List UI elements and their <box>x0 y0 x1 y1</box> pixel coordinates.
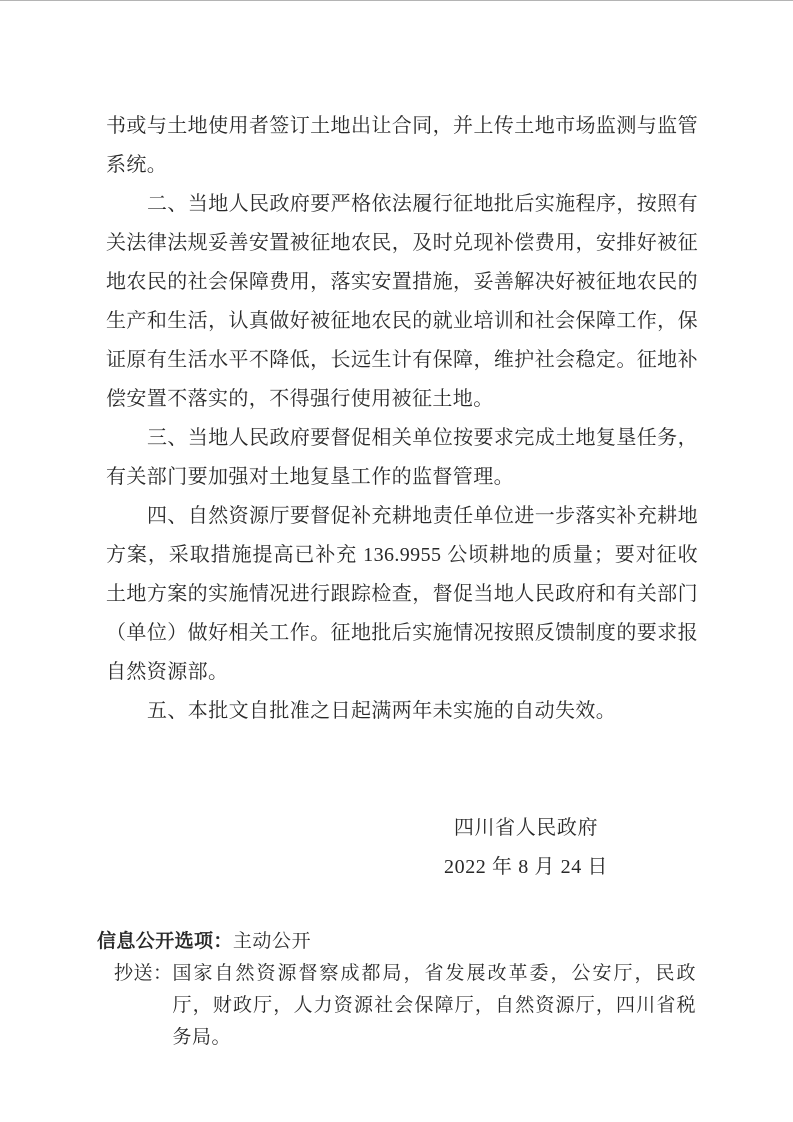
disclosure-value: 主动公开 <box>232 931 312 952</box>
disclosure-label: 信息公开选项： <box>97 931 233 952</box>
cc-label: 抄送： <box>114 963 173 984</box>
body-paragraph-item-5: 五、本批文自批准之日起满两年未实施的自动失效。 <box>147 700 617 722</box>
cc-line <box>114 958 696 1054</box>
signature-block <box>260 809 792 886</box>
scan-edge-line <box>0 0 793 1</box>
signature-issuer: 四川省人民政府 <box>453 817 599 839</box>
body-paragraph-continuation: 书或与土地使用者签订土地出让合同，并上传土地市场监测与监管系统。 <box>106 115 698 176</box>
document-body <box>106 107 698 731</box>
body-paragraph-item-3: 三、当地人民政府要督促相关单位按要求完成土地复垦任务，有关部门要加强对土地复垦工作的监督管理。 <box>106 427 698 488</box>
body-paragraph-item-4: 四、自然资源厅要督促补充耕地责任单位进一步落实补充耕地方案，采取措施提高已补充 136.9955 公顷耕地的质量；要对征收土地方案的实施情况进行跟踪检查，督促当地人民政府和有关部门（单位）做好相关工作。征地批后实施情况按照反馈制度的要求报自然资源部。 <box>106 505 698 683</box>
cc-recipients: 国家自然资源督察成都局，省发展改革委，公安厅，民政厅，财政厅，人力资源社会保障厅，自然资源厅，四川省税务局。 <box>172 963 696 1048</box>
disclosure-line <box>97 927 311 957</box>
body-paragraph-item-2: 二、当地人民政府要严格依法履行征地批后实施程序，按照有关法律法规妥善安置被征地农民，及时兑现补偿费用，安排好被征地农民的社会保障费用，落实安置措施，妥善解决好被征地农民的生产和生活，认真做好被征地农民的就业培训和社会保障工作，保证原有生活水平不降低，长远生计有保障，维护社会稳定。征地补偿安置不落实的，不得强行使用被征土地。 <box>106 193 698 410</box>
signature-date: 2022 年 8 月 24 日 <box>444 855 608 878</box>
